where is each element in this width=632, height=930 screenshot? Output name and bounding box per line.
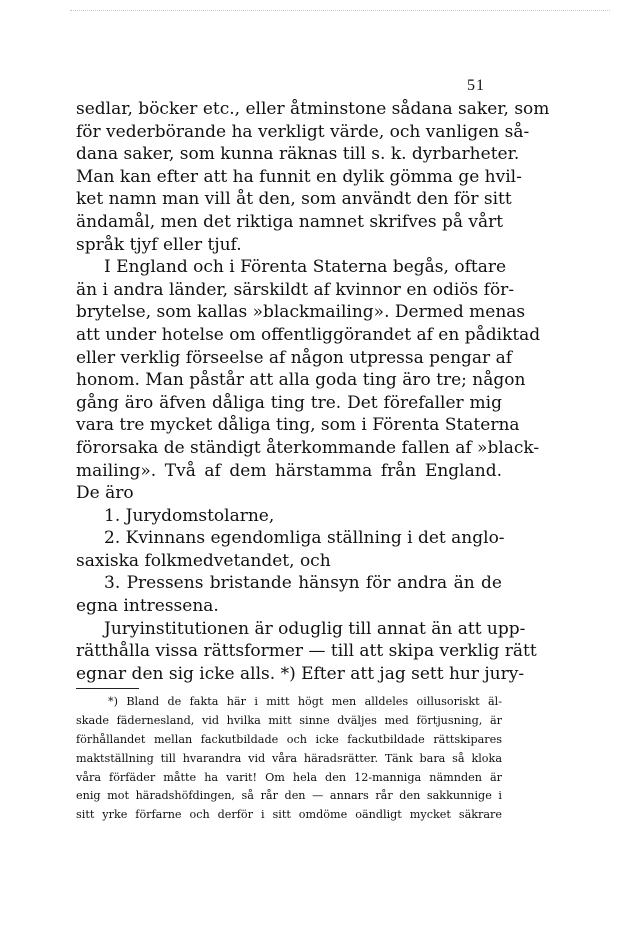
body-text <box>76 98 550 685</box>
body-line: förorsaka de ständigt återkommande fallen af »black- <box>76 437 540 458</box>
paragraph-start-line: I England och i Förenta Staterna begås, oftare <box>104 257 507 278</box>
body-line: för vederbörande ha verkligt värde, och vanligen så- <box>76 121 530 142</box>
list-item: 1. Jurydomstolarne, <box>104 505 275 526</box>
body-line: vara tre mycket dåliga ting, som i Förenta Staterna <box>76 415 520 436</box>
list-item: 3. Pressens bristande hänsyn för andra än de <box>104 573 502 594</box>
footnote-line: sitt yrke förfarne och derför i sitt omdöme oändligt mycket säkrare <box>76 808 502 822</box>
page-edge-line <box>70 10 610 11</box>
paragraph-start-line: Juryinstitutionen är oduglig till annat än att upp- <box>104 618 526 639</box>
footnote-line: förhållandet mellan fackutbildade och icke fackutbildade rättskipares <box>76 732 502 746</box>
body-line: ändamål, men det riktiga namnet skrifves på vårt <box>76 211 504 232</box>
body-line: egnar den sig icke alls. *) Efter att jag sett hur jury- <box>76 663 525 684</box>
body-line: Man kan efter att ha funnit en dylik gömma ge hvil- <box>76 166 522 187</box>
body-line: rätthålla vissa rättsformer — till att skipa verklig rätt <box>76 641 537 662</box>
footnote-divider <box>76 688 139 689</box>
body-line: mailing». Två af dem härstamma från England. <box>76 460 502 481</box>
body-line: honom. Man påstår att alla goda ting äro tre; någon <box>76 370 526 391</box>
footnote-line: våra förfäder måtte ha varit! Om hela den 12-manniga nämnden är <box>76 770 502 784</box>
body-line: ket namn man vill åt den, som användt den för sitt <box>76 189 512 210</box>
body-line: språk tjyf eller tjuf. <box>76 234 242 255</box>
body-line: att under hotelse om offentliggörandet af en pådiktad <box>76 324 541 345</box>
body-line: brytelse, som kallas »blackmailing». Dermed menas <box>76 302 526 323</box>
footnote-line: skade fädernesland, vid hvilka mitt sinne dväljes med förtjusning, är <box>76 713 502 727</box>
body-line: sedlar, böcker etc., eller åtminstone sådana saker, som <box>76 99 550 119</box>
body-line: gång äro äfven dåliga ting tre. Det förefaller mig <box>76 392 502 413</box>
footnote-line: maktställning till hvarandra vid våra häradsrätter. Tänk bara så kloka <box>76 751 502 765</box>
footnote-line: *) Bland de fakta här i mitt högt men alldeles oillusoriskt äl- <box>108 695 502 708</box>
page-number: 51 <box>467 77 485 94</box>
body-line: dana saker, som kunna räknas till s. k. dyrbarheter. <box>76 144 520 165</box>
list-item-continuation: saxiska folkmedvetandet, och <box>76 550 331 571</box>
body-line: än i andra länder, särskildt af kvinnor en odiös för- <box>76 279 515 300</box>
list-item-continuation: egna intressena. <box>76 596 219 617</box>
list-item: 2. Kvinnans egendomliga ställning i det anglo- <box>104 528 505 549</box>
body-line: De äro <box>76 483 134 504</box>
body-line: eller verklig förseelse af någon utpressa pengar af <box>76 347 512 368</box>
footnote <box>76 693 502 825</box>
footnote-line: enig mot häradshöfdingen, så rår den — annars rår den sakkunnige i <box>76 789 502 803</box>
